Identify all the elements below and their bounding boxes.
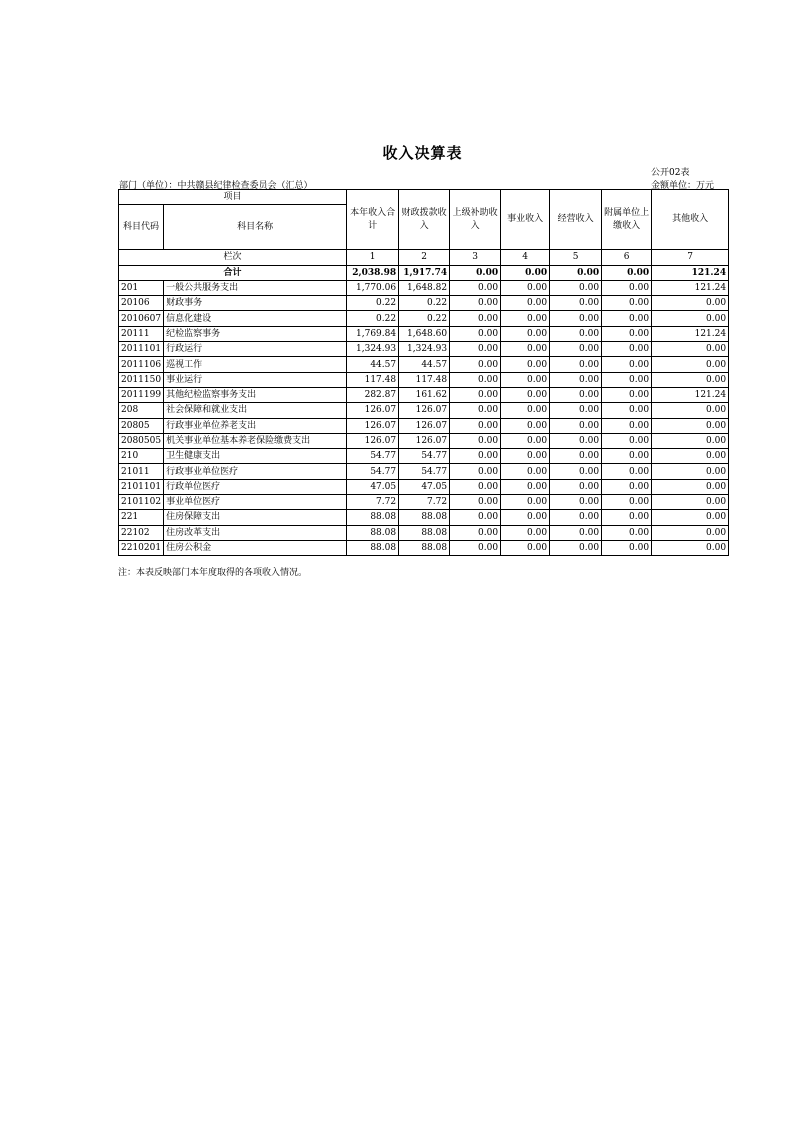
row-code: 2011101: [119, 342, 164, 357]
row-value: 47.05: [399, 479, 450, 494]
header-col7: 其他收入: [652, 190, 729, 250]
lanci-num: 4: [501, 250, 550, 265]
row-value: 0.00: [501, 479, 550, 494]
row-value: 88.08: [347, 510, 399, 525]
row-value: 0.00: [550, 280, 602, 295]
row-value: 0.00: [602, 296, 652, 311]
row-value: 117.48: [347, 372, 399, 387]
row-name: 信息化建设: [164, 311, 347, 326]
total-value: 0.00: [450, 265, 501, 280]
lanci-num: 7: [652, 250, 729, 265]
total-value: 0.00: [501, 265, 550, 280]
department-label: 部门（单位）：中共赣县纪律检查委员会（汇总）: [119, 181, 313, 191]
row-value: 0.00: [602, 403, 652, 418]
row-code: 210: [119, 449, 164, 464]
table-row: [119, 342, 729, 357]
form-code: 公开02表: [651, 168, 690, 178]
row-value: 0.00: [450, 326, 501, 341]
table-row: [119, 372, 729, 387]
table-row: [119, 311, 729, 326]
row-code: 20805: [119, 418, 164, 433]
header-col4: 事业收入: [501, 190, 550, 250]
row-value: 0.00: [652, 525, 729, 540]
row-name: 行政事业单位医疗: [164, 464, 347, 479]
row-value: 0.00: [501, 326, 550, 341]
row-value: 0.00: [450, 357, 501, 372]
unit-label: 金额单位：万元: [651, 181, 715, 191]
row-value: 0.00: [450, 387, 501, 402]
row-code: 22102: [119, 525, 164, 540]
row-code: 21011: [119, 464, 164, 479]
row-value: 0.00: [501, 311, 550, 326]
row-value: 0.00: [550, 311, 602, 326]
row-code: 2011150: [119, 372, 164, 387]
row-name: 住房保障支出: [164, 510, 347, 525]
row-value: 0.00: [550, 342, 602, 357]
row-name: 行政运行: [164, 342, 347, 357]
row-value: 0.00: [501, 449, 550, 464]
row-value: 54.77: [347, 449, 399, 464]
header-col2: 财政拨款收入: [399, 190, 450, 250]
row-value: 121.24: [652, 387, 729, 402]
row-value: 0.00: [652, 479, 729, 494]
table-row: [119, 387, 729, 402]
row-value: 126.07: [347, 418, 399, 433]
row-value: 0.22: [347, 311, 399, 326]
row-value: 126.07: [347, 433, 399, 448]
row-value: 0.00: [501, 387, 550, 402]
row-value: 0.00: [602, 418, 652, 433]
row-value: 0.00: [450, 540, 501, 555]
row-value: 0.00: [602, 495, 652, 510]
row-code: 2011106: [119, 357, 164, 372]
row-name: 一般公共服务支出: [164, 280, 347, 295]
row-value: 0.00: [450, 372, 501, 387]
row-value: 0.00: [450, 342, 501, 357]
row-value: 0.00: [602, 280, 652, 295]
row-value: 88.08: [399, 525, 450, 540]
row-value: 0.00: [501, 433, 550, 448]
row-value: 0.00: [450, 464, 501, 479]
header-col6: 附属单位上缴收入: [602, 190, 652, 250]
row-value: 0.00: [501, 464, 550, 479]
row-value: 0.00: [652, 495, 729, 510]
row-value: 0.00: [550, 418, 602, 433]
row-name: 卫生健康支出: [164, 449, 347, 464]
row-value: 0.00: [450, 433, 501, 448]
row-value: 282.87: [347, 387, 399, 402]
lanci-num: 1: [347, 250, 399, 265]
table-row: [119, 540, 729, 555]
row-value: 0.00: [501, 372, 550, 387]
row-value: 0.00: [450, 449, 501, 464]
row-value: 54.77: [347, 464, 399, 479]
row-value: 0.00: [450, 418, 501, 433]
row-value: 0.00: [550, 479, 602, 494]
total-row: [119, 265, 729, 280]
row-value: 1,769.84: [347, 326, 399, 341]
table-row: [119, 296, 729, 311]
row-code: 2010607: [119, 311, 164, 326]
row-code: 201: [119, 280, 164, 295]
row-value: 121.24: [652, 280, 729, 295]
table-row: [119, 403, 729, 418]
row-value: 0.00: [652, 449, 729, 464]
row-value: 0.22: [347, 296, 399, 311]
row-value: 1,324.93: [347, 342, 399, 357]
row-code: 221: [119, 510, 164, 525]
table-row: [119, 326, 729, 341]
row-value: 0.00: [550, 296, 602, 311]
row-value: 0.00: [652, 510, 729, 525]
row-value: 0.00: [652, 403, 729, 418]
row-name: 事业运行: [164, 372, 347, 387]
row-value: 0.00: [501, 357, 550, 372]
row-name: 行政事业单位养老支出: [164, 418, 347, 433]
row-value: 0.00: [550, 372, 602, 387]
header-col3: 上级补助收入: [450, 190, 501, 250]
table-row: [119, 280, 729, 295]
row-name: 住房改革支出: [164, 525, 347, 540]
row-value: 1,648.60: [399, 326, 450, 341]
row-value: 0.00: [450, 479, 501, 494]
row-code: 208: [119, 403, 164, 418]
row-code: 2101101: [119, 479, 164, 494]
row-value: 117.48: [399, 372, 450, 387]
row-value: 0.00: [501, 342, 550, 357]
row-value: 88.08: [399, 540, 450, 555]
row-value: 0.00: [501, 540, 550, 555]
table-row: [119, 464, 729, 479]
row-value: 0.00: [550, 495, 602, 510]
row-name: 社会保障和就业支出: [164, 403, 347, 418]
row-value: 0.00: [550, 464, 602, 479]
header-project: 项目: [119, 190, 347, 205]
row-value: 0.00: [652, 342, 729, 357]
total-value: 0.00: [550, 265, 602, 280]
row-value: 0.00: [501, 418, 550, 433]
row-code: 2210201: [119, 540, 164, 555]
row-value: 0.00: [550, 357, 602, 372]
header-name: 科目名称: [164, 205, 347, 250]
row-name: 行政单位医疗: [164, 479, 347, 494]
lanci-num: 5: [550, 250, 602, 265]
row-name: 机关事业单位基本养老保险缴费支出: [164, 433, 347, 448]
row-value: 126.07: [399, 403, 450, 418]
lanci-num: 6: [602, 250, 652, 265]
row-value: 0.00: [602, 464, 652, 479]
row-value: 54.77: [399, 464, 450, 479]
row-value: 0.00: [602, 387, 652, 402]
row-value: 0.00: [550, 387, 602, 402]
row-value: 0.00: [602, 510, 652, 525]
row-value: 0.00: [652, 311, 729, 326]
row-value: 0.00: [602, 449, 652, 464]
table-row: [119, 510, 729, 525]
table-row: [119, 357, 729, 372]
header-col5: 经营收入: [550, 190, 602, 250]
row-value: 0.00: [450, 311, 501, 326]
row-value: 0.00: [501, 296, 550, 311]
row-value: 0.00: [501, 495, 550, 510]
row-value: 0.00: [450, 525, 501, 540]
row-name: 财政事务: [164, 296, 347, 311]
row-value: 0.00: [652, 433, 729, 448]
income-table: [118, 189, 729, 556]
row-value: 126.07: [347, 403, 399, 418]
row-name: 住房公积金: [164, 540, 347, 555]
row-value: 7.72: [399, 495, 450, 510]
row-name: 其他纪检监察事务支出: [164, 387, 347, 402]
row-value: 0.00: [550, 326, 602, 341]
table-row: [119, 525, 729, 540]
row-code: 2101102: [119, 495, 164, 510]
header-col1: 本年收入合计: [347, 190, 399, 250]
header-lanci: 栏次: [119, 250, 347, 265]
row-value: 0.00: [652, 357, 729, 372]
row-value: 0.00: [501, 510, 550, 525]
page-title: 收入决算表: [382, 144, 463, 162]
total-value: 2,038.98: [347, 265, 399, 280]
row-name: 纪检监察事务: [164, 326, 347, 341]
row-value: 47.05: [347, 479, 399, 494]
row-value: 44.57: [347, 357, 399, 372]
row-value: 0.00: [450, 296, 501, 311]
total-label: 合计: [119, 265, 347, 280]
row-value: 0.00: [602, 525, 652, 540]
row-value: 7.72: [347, 495, 399, 510]
total-value: 1,917.74: [399, 265, 450, 280]
row-value: 0.00: [501, 280, 550, 295]
row-code: 20106: [119, 296, 164, 311]
row-value: 0.00: [550, 510, 602, 525]
row-code: 2080505: [119, 433, 164, 448]
row-value: 0.00: [501, 403, 550, 418]
total-value: 0.00: [602, 265, 652, 280]
row-value: 0.00: [550, 403, 602, 418]
table-row: [119, 449, 729, 464]
row-value: 0.00: [602, 479, 652, 494]
row-value: 0.00: [602, 433, 652, 448]
row-value: 0.00: [450, 403, 501, 418]
table-row: [119, 479, 729, 494]
lanci-num: 3: [450, 250, 501, 265]
table-row: [119, 495, 729, 510]
row-value: 126.07: [399, 418, 450, 433]
total-value: 121.24: [652, 265, 729, 280]
row-value: 0.22: [399, 311, 450, 326]
row-value: 161.62: [399, 387, 450, 402]
row-value: 44.57: [399, 357, 450, 372]
row-value: 0.00: [652, 464, 729, 479]
row-value: 88.08: [347, 540, 399, 555]
row-value: 0.00: [652, 540, 729, 555]
row-value: 0.00: [602, 540, 652, 555]
lanci-num: 2: [399, 250, 450, 265]
row-value: 88.08: [347, 525, 399, 540]
row-value: 1,324.93: [399, 342, 450, 357]
row-value: 0.00: [550, 525, 602, 540]
header-code: 科目代码: [119, 205, 164, 250]
row-value: 0.00: [602, 372, 652, 387]
row-value: 0.22: [399, 296, 450, 311]
row-value: 0.00: [602, 326, 652, 341]
row-value: 126.07: [399, 433, 450, 448]
row-value: 0.00: [450, 280, 501, 295]
row-name: 事业单位医疗: [164, 495, 347, 510]
table-note: 注：本表反映部门本年度取得的各项收入情况。: [118, 568, 308, 578]
row-value: 0.00: [602, 311, 652, 326]
row-value: 0.00: [450, 510, 501, 525]
row-value: 0.00: [602, 342, 652, 357]
row-value: 0.00: [501, 525, 550, 540]
row-value: 0.00: [602, 357, 652, 372]
row-value: 1,648.82: [399, 280, 450, 295]
row-value: 88.08: [399, 510, 450, 525]
row-name: 巡视工作: [164, 357, 347, 372]
row-code: 20111: [119, 326, 164, 341]
row-value: 0.00: [652, 372, 729, 387]
row-value: 0.00: [652, 296, 729, 311]
row-value: 54.77: [399, 449, 450, 464]
row-value: 0.00: [550, 449, 602, 464]
row-code: 2011199: [119, 387, 164, 402]
row-value: 0.00: [652, 418, 729, 433]
row-value: 0.00: [550, 433, 602, 448]
table-row: [119, 433, 729, 448]
row-value: 1,770.06: [347, 280, 399, 295]
row-value: 0.00: [450, 495, 501, 510]
row-value: 0.00: [550, 540, 602, 555]
table-row: [119, 418, 729, 433]
row-value: 121.24: [652, 326, 729, 341]
